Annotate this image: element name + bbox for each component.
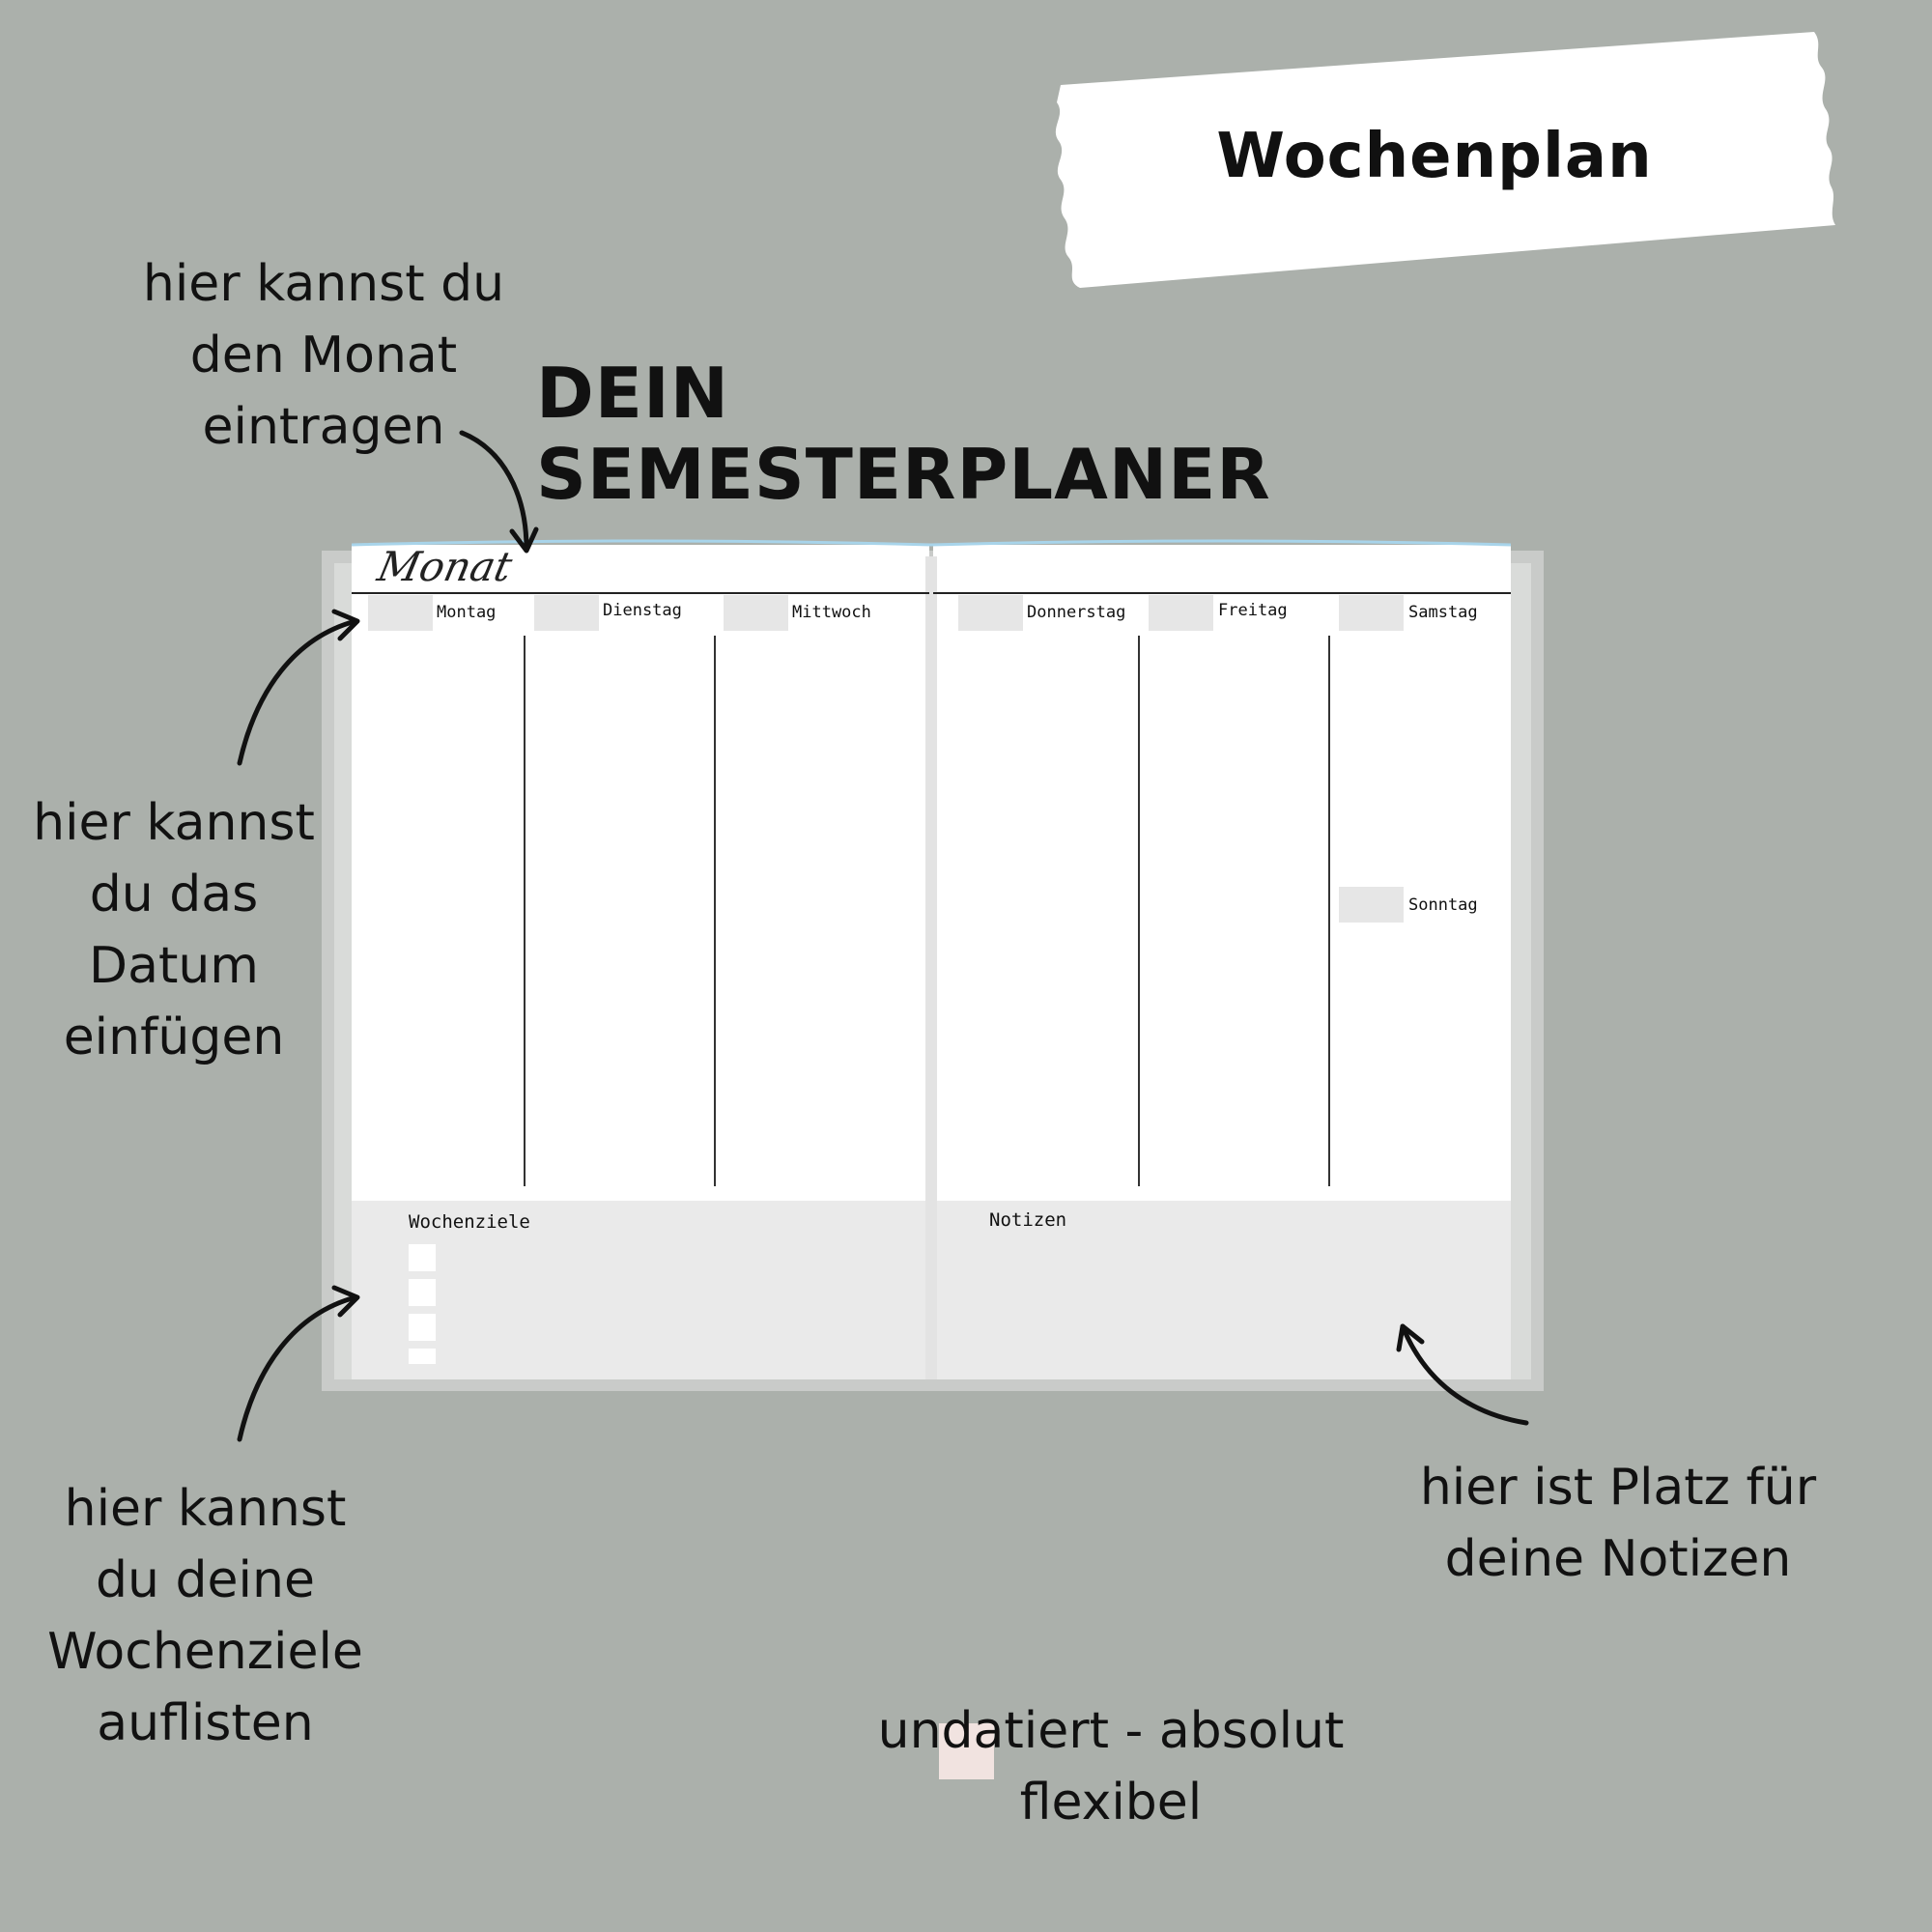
annotation-line: den Monat: [189, 327, 458, 384]
arrow-to-notes-icon: [1391, 1319, 1536, 1430]
day-label-dienstag: Dienstag: [603, 601, 682, 620]
header-rule-left: [352, 592, 929, 594]
arrow-to-date-icon: [232, 604, 367, 768]
day-label-samstag: Samstag: [1408, 603, 1478, 622]
annotation-line: auflisten: [97, 1694, 314, 1752]
column-divider: [1328, 636, 1330, 1186]
day-label-donnerstag: Donnerstag: [1027, 603, 1126, 622]
goal-checkbox[interactable]: [409, 1349, 436, 1364]
date-box-montag[interactable]: [368, 595, 433, 631]
goal-checkbox[interactable]: [409, 1314, 436, 1341]
page-title: DEIN SEMESTERPLANER: [536, 353, 1271, 515]
date-box-mittwoch[interactable]: [724, 595, 788, 631]
notebook-spine: [925, 556, 937, 1379]
annotation-datum: [19, 787, 328, 1073]
annotation-line: eintragen: [202, 398, 445, 456]
date-box-freitag[interactable]: [1149, 595, 1213, 631]
annotation-line: hier kannst: [33, 794, 315, 852]
month-label[interactable]: Monat: [373, 543, 517, 590]
footer-line: flexibel: [1019, 1774, 1203, 1832]
footer-text: [850, 1695, 1372, 1838]
annotation-line: hier kannst: [64, 1480, 347, 1538]
date-box-donnerstag[interactable]: [958, 595, 1023, 631]
column-divider: [524, 636, 526, 1186]
notes-label: Notizen: [989, 1209, 1067, 1231]
goal-checkbox[interactable]: [409, 1244, 436, 1271]
annotation-line: Wochenziele: [47, 1623, 363, 1681]
column-divider: [1138, 636, 1140, 1186]
day-label-sonntag: Sonntag: [1408, 895, 1478, 915]
annotation-line: hier ist Platz für: [1419, 1459, 1817, 1517]
annotation-line: hier kannst du: [142, 255, 505, 313]
annotation-wochenziele: [39, 1473, 372, 1759]
day-label-mittwoch: Mittwoch: [792, 603, 871, 622]
day-label-freitag: Freitag: [1218, 601, 1288, 620]
arrow-to-month-icon: [454, 425, 541, 560]
date-box-sonntag[interactable]: [1339, 887, 1404, 923]
tape-label-text: Wochenplan: [1216, 121, 1653, 192]
annotation-line: du das: [89, 866, 259, 923]
annotation-line: Datum: [89, 937, 259, 995]
goal-checkbox[interactable]: [409, 1279, 436, 1306]
annotation-line: du deine: [96, 1551, 315, 1609]
column-divider: [714, 636, 716, 1186]
date-box-dienstag[interactable]: [534, 595, 599, 631]
header-rule-right: [933, 592, 1511, 594]
arrow-to-goals-icon: [232, 1280, 367, 1444]
annotation-line: deine Notizen: [1444, 1530, 1792, 1588]
annotation-notizen: [1391, 1452, 1845, 1595]
footer-line: undatiert - absolut: [877, 1702, 1345, 1760]
weekly-goals-label: Wochenziele: [409, 1211, 530, 1233]
date-box-samstag[interactable]: [1339, 595, 1404, 631]
annotation-line: einfügen: [63, 1009, 285, 1066]
day-label-montag: Montag: [437, 603, 497, 622]
